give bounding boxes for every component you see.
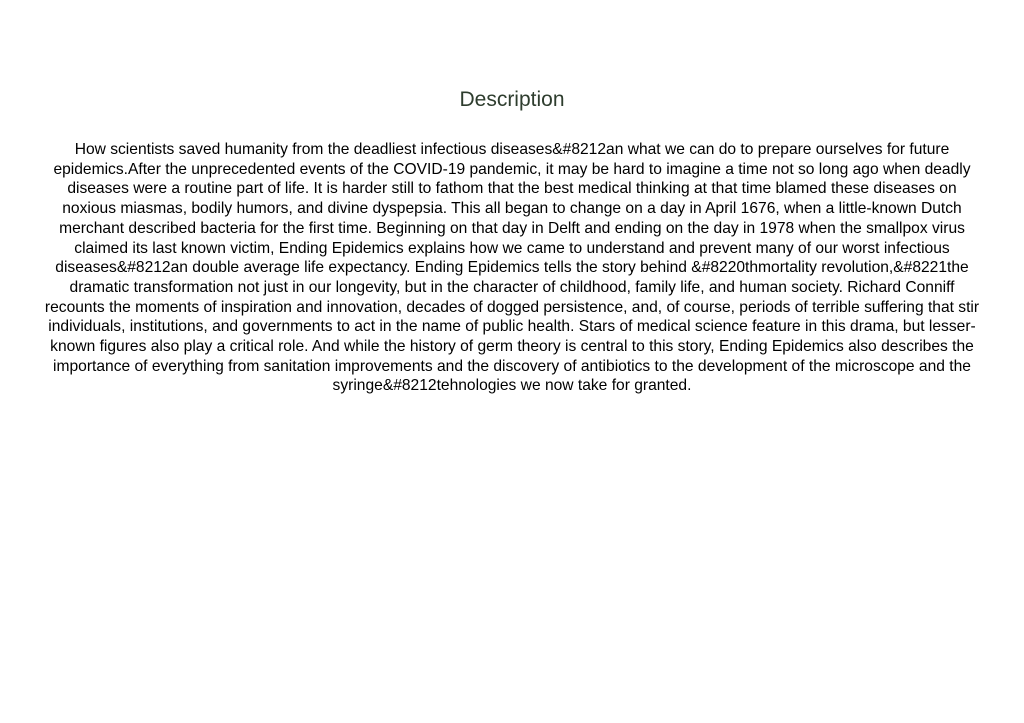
page-title: Description	[459, 88, 565, 111]
description-paragraph: How scientists saved humanity from the deadliest infectious diseases&#8212an what we can do to prepare ourselves for future epidemics.After the unprecedented events of the COVID-19 pandemic, it may be hard to imagine a time not so long ago when deadly diseases were a routine part of life. It is harder still to fathom that the best medical thinking at that time blamed these diseases on noxious miasmas, bodily humors, and divine dyspepsia. This all began to change on a day in April 1676, when a little-known Dutch merchant described bacteria for the first time. Beginning on that day in Delft and ending on the day in 1978 when the smallpox virus claimed its last known victim, Ending Epidemics explains how we came to understand and prevent many of our worst infectious diseases&#8212an double average life expectancy. Ending Epidemics tells the story behind &#8220thmortality revolution,&#8221the dramatic transformation not just in our longevity, but in the character of childhood, family life, and human society. Richard Conniff recounts the moments of inspiration and innovation, decades of dogged persistence, and, of course, periods of terrible suffering that stir individuals, institutions, and governments to act in the name of public health. Stars of medical science feature in this drama, but lesser-known figures also play a critical role. And while the history of germ theory is central to this story, Ending Epidemics also describes the importance of everything from sanitation improvements and the discovery of antibiotics to the development of the microscope and the syringe&#8212tehnologies we now take for granted.	[44, 141, 980, 395]
